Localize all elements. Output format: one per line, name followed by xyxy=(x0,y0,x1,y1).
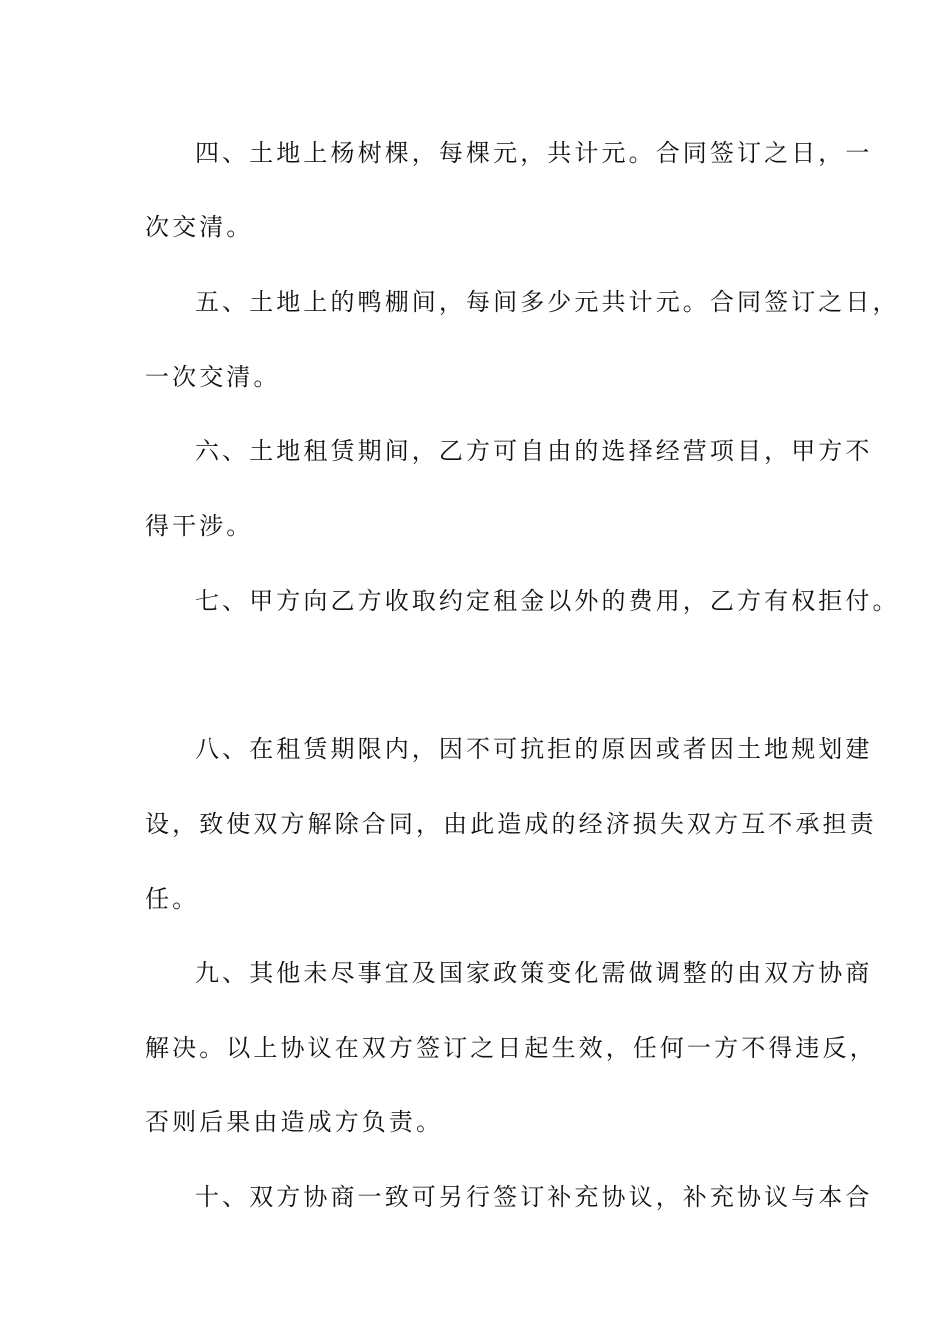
clause-8-line-2: 设，致使双方解除合同，由此造成的经济损失双方互不承担责 xyxy=(145,810,877,838)
clause-7-line-1: 七、甲方向乙方收取约定租金以外的费用，乙方有权拒付。 xyxy=(195,587,900,615)
clause-9-line-3: 否则后果由造成方负责。 xyxy=(145,1108,444,1136)
clause-5-line-2: 一次交清。 xyxy=(145,363,281,391)
clause-9-line-2: 解决。以上协议在双方签订之日起生效，任何一方不得违反， xyxy=(145,1034,877,1062)
clause-6-line-2: 得干涉。 xyxy=(145,512,254,540)
clause-4-line-2: 次交清。 xyxy=(145,213,254,241)
clause-8-line-1: 八、在租赁期限内，因不可抗拒的原因或者因土地规划建 xyxy=(195,735,873,763)
clause-8-line-3: 任。 xyxy=(145,885,200,913)
clause-10-line-1: 十、双方协商一致可另行签订补充协议，补充协议与本合 xyxy=(195,1183,873,1211)
clause-9-line-1: 九、其他未尽事宜及国家政策变化需做调整的由双方协商 xyxy=(195,959,873,987)
clause-6-line-1: 六、土地租赁期间，乙方可自由的选择经营项目，甲方不 xyxy=(195,437,873,465)
clause-5-line-1: 五、土地上的鸭棚间，每间多少元共计元。合同签订之日， xyxy=(195,288,900,316)
clause-4-line-1: 四、土地上杨树棵，每棵元，共计元。合同签订之日，一 xyxy=(195,139,873,167)
